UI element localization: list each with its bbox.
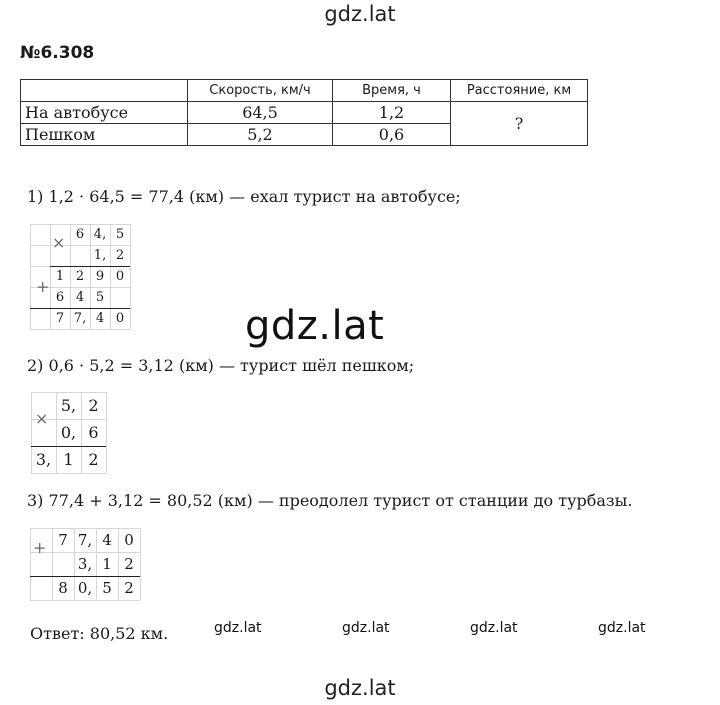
digit-cell: 5: [115, 227, 125, 242]
grid-line: [30, 329, 130, 330]
data-table: [20, 79, 588, 146]
table-cell-speed: 64,5: [188, 102, 333, 124]
digit-cell: 2: [115, 248, 125, 263]
table-row-label: Пешком: [21, 124, 188, 146]
digit-cell: 7,: [77, 531, 93, 549]
digit-cell: 4,: [93, 227, 107, 242]
digit-cell: 5: [95, 290, 105, 305]
digit-cell: 0,: [77, 579, 93, 597]
digit-cell: 6: [55, 290, 65, 305]
sum-rule: [31, 446, 106, 447]
digit-cell: 7: [58, 531, 68, 549]
solution-step-1: 1) 1,2 · 64,5 = 77,4 (км) — ехал турист на автобусе;: [27, 187, 461, 206]
table-header-time: Время, ч: [333, 80, 451, 102]
digit-cell: 0: [115, 311, 125, 326]
digit-cell: [30, 245, 50, 266]
solution-step-3: 3) 77,4 + 3,12 = 80,52 (км) — преодолел турист от станции до турбазы.: [27, 491, 633, 510]
digit-cell: 6: [75, 227, 85, 242]
digit-cell: 2: [75, 269, 85, 284]
digit-cell: 4: [95, 311, 105, 326]
answer: Ответ: 80,52 км.: [30, 624, 169, 643]
digit-cell: 5: [102, 579, 112, 597]
digit-cell: [30, 308, 50, 329]
digit-cell: 2: [88, 396, 99, 415]
table-cell-time: 1,2: [333, 102, 451, 124]
solution-step-2: 2) 0,6 · 5,2 = 3,12 (км) — турист шёл пешком;: [27, 356, 415, 375]
multiply-sign: ×: [52, 233, 66, 252]
watermark-small: gdz.lat: [598, 620, 646, 636]
digit-cell: [70, 245, 90, 266]
digit-cell: 3,: [77, 555, 93, 573]
digit-cell: 5,: [60, 396, 77, 415]
plus-sign: +: [36, 277, 50, 296]
table-header-distance: Расстояние, км: [451, 80, 588, 102]
watermark-bottom: gdz.lat: [324, 676, 396, 700]
digit-cell: 8: [58, 579, 68, 597]
grid-line: [31, 473, 106, 474]
sum-rule: [30, 576, 140, 577]
watermark-big: gdz.lat: [245, 303, 385, 349]
digit-cell: 0: [115, 269, 125, 284]
digit-cell: 3,: [35, 450, 52, 469]
grid-line: [130, 224, 131, 329]
sum-rule: [30, 308, 130, 309]
digit-cell: 4: [75, 290, 85, 305]
digit-cell: 4: [102, 531, 112, 549]
watermark-small: gdz.lat: [470, 620, 518, 636]
digit-cell: [110, 287, 130, 308]
watermark-small: gdz.lat: [214, 620, 262, 636]
watermark-top: gdz.lat: [324, 2, 396, 26]
digit-cell: [30, 576, 52, 600]
digit-cell: 2: [124, 579, 134, 597]
digit-cell: 1: [102, 555, 112, 573]
digit-cell: 9: [95, 269, 105, 284]
sum-rule: [50, 266, 130, 267]
grid-line: [140, 528, 141, 600]
digit-cell: 1: [63, 450, 74, 469]
problem-number: №6.308: [20, 43, 95, 63]
digit-cell: 1,: [93, 248, 107, 263]
digit-cell: 1: [55, 269, 65, 284]
table-cell-speed: 5,2: [188, 124, 333, 146]
digit-cell: 6: [88, 423, 99, 442]
digit-cell: [30, 224, 50, 245]
table-header-speed: Скорость, км/ч: [188, 80, 333, 102]
table-cell-distance: ?: [451, 102, 588, 146]
watermark-small: gdz.lat: [342, 620, 390, 636]
plus-sign: +: [33, 538, 47, 557]
table-row-label: На автобусе: [21, 102, 188, 124]
digit-cell: 2: [88, 450, 99, 469]
digit-cell: [52, 552, 74, 576]
digit-cell: 7: [55, 311, 65, 326]
grid-line: [30, 600, 140, 601]
digit-cell: 7,: [73, 311, 87, 326]
digit-cell: 0,: [60, 423, 77, 442]
grid-line: [106, 392, 107, 473]
table-cell-time: 0,6: [333, 124, 451, 146]
multiply-sign: ×: [35, 409, 49, 428]
digit-cell: 2: [124, 555, 134, 573]
digit-cell: 0: [124, 531, 134, 549]
table-header-empty: [21, 80, 188, 102]
